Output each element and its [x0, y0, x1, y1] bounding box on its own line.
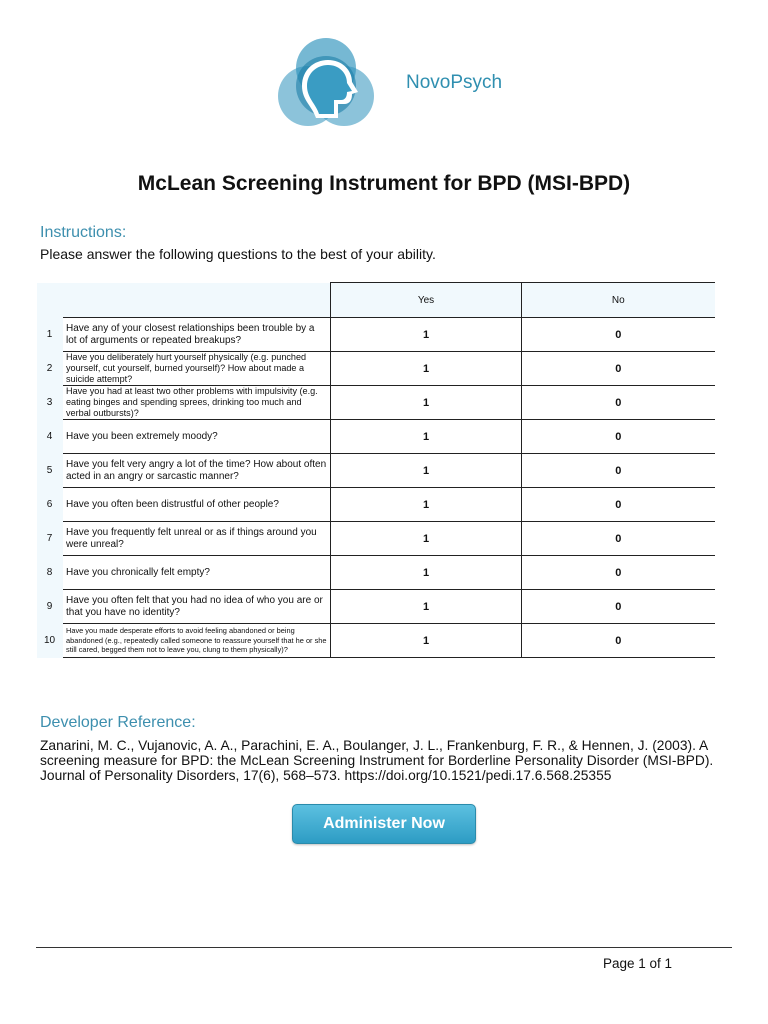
- page-title: McLean Screening Instrument for BPD (MSI-BPD): [137, 172, 631, 195]
- question-text: Have you felt very angry a lot of the time? How about often acted in an angry or sarcastic manner?: [63, 454, 331, 488]
- question-number: 6: [37, 488, 63, 522]
- yes-score[interactable]: 1: [331, 454, 522, 488]
- question-text: Have you had at least two other problems with impulsivity (e.g. eating binges and spending sprees, drinking too much and verbal outbursts)?: [63, 386, 331, 420]
- yes-score[interactable]: 1: [331, 318, 522, 352]
- column-header-yes: Yes: [331, 283, 522, 318]
- yes-score[interactable]: 1: [331, 624, 522, 658]
- yes-score[interactable]: 1: [331, 352, 522, 386]
- question-number: 4: [37, 420, 63, 454]
- question-text: Have you chronically felt empty?: [63, 556, 331, 590]
- question-number: 1: [37, 318, 63, 352]
- instructions-heading: Instructions:: [40, 224, 127, 241]
- no-score[interactable]: 0: [522, 488, 715, 522]
- question-text: Have you frequently felt unreal or as if things around you were unreal?: [63, 522, 331, 556]
- question-text: Have you often been distrustful of other people?: [63, 488, 331, 522]
- table-row: [37, 522, 715, 556]
- yes-score[interactable]: 1: [331, 590, 522, 624]
- question-number: 9: [37, 590, 63, 624]
- no-score[interactable]: 0: [522, 318, 715, 352]
- footer-divider: [36, 947, 732, 948]
- question-number: 7: [37, 522, 63, 556]
- table-row: [37, 352, 715, 386]
- question-text: Have you often felt that you had no idea of who you are or that you have no identity?: [63, 590, 331, 624]
- reference-text: Zanarini, M. C., Vujanovic, A. A., Parachini, E. A., Boulanger, J. L., Frankenburg, F. R., & Hennen, J. (2003). A screening measure for BPD: the McLean Screening Instrument for Borderline Personality Disorder (MSI-BPD). Journal of Personality Disorders, 17(6), 568–573. https://doi.org/10.1521/pedi.17.6.568.25355: [40, 738, 714, 783]
- question-text: Have you been extremely moody?: [63, 420, 331, 454]
- yes-score[interactable]: 1: [331, 522, 522, 556]
- question-text: Have you made desperate efforts to avoid feeling abandoned or being abandoned (e.g., repeatedly called someone to reassure yourself that he or she still cared, begged them not to leave you, clung to them physically)?: [63, 624, 331, 658]
- question-number: 8: [37, 556, 63, 590]
- table-row: [37, 386, 715, 420]
- table-row: [37, 420, 715, 454]
- questionnaire-table: [36, 282, 715, 658]
- administer-now-button[interactable]: Administer Now: [292, 804, 476, 844]
- question-text: Have any of your closest relationships been trouble by a lot of arguments or repeated breakups?: [63, 318, 331, 352]
- no-score[interactable]: 0: [522, 352, 715, 386]
- question-text: Have you deliberately hurt yourself physically (e.g. punched yourself, cut yourself, burned yourself)? How about made a suicide attempt?: [63, 352, 331, 386]
- no-score[interactable]: 0: [522, 624, 715, 658]
- table-row: [37, 454, 715, 488]
- yes-score[interactable]: 1: [331, 420, 522, 454]
- no-score[interactable]: 0: [522, 386, 715, 420]
- no-score[interactable]: 0: [522, 556, 715, 590]
- no-score[interactable]: 0: [522, 522, 715, 556]
- no-score[interactable]: 0: [522, 420, 715, 454]
- reference-heading: Developer Reference:: [40, 714, 196, 731]
- question-number: 10: [37, 624, 63, 658]
- table-row: [37, 488, 715, 522]
- header-blank: [63, 283, 331, 318]
- yes-score[interactable]: 1: [331, 386, 522, 420]
- question-number: 3: [37, 386, 63, 420]
- table-row: [37, 556, 715, 590]
- brand-name: NovoPsych: [406, 72, 503, 93]
- yes-score[interactable]: 1: [331, 556, 522, 590]
- question-number: 5: [37, 454, 63, 488]
- question-number: 2: [37, 352, 63, 386]
- head-logo-icon: [272, 34, 380, 130]
- table-row: [37, 590, 715, 624]
- table-row: [37, 624, 715, 658]
- instructions-text: Please answer the following questions to the best of your ability.: [40, 246, 436, 262]
- column-header-no: No: [522, 283, 715, 318]
- yes-score[interactable]: 1: [331, 488, 522, 522]
- no-score[interactable]: 0: [522, 454, 715, 488]
- header-blank: [37, 283, 63, 318]
- table-row: [37, 318, 715, 352]
- no-score[interactable]: 0: [522, 590, 715, 624]
- table-header-row: [37, 283, 715, 318]
- page-indicator: Page 1 of 1: [603, 956, 673, 971]
